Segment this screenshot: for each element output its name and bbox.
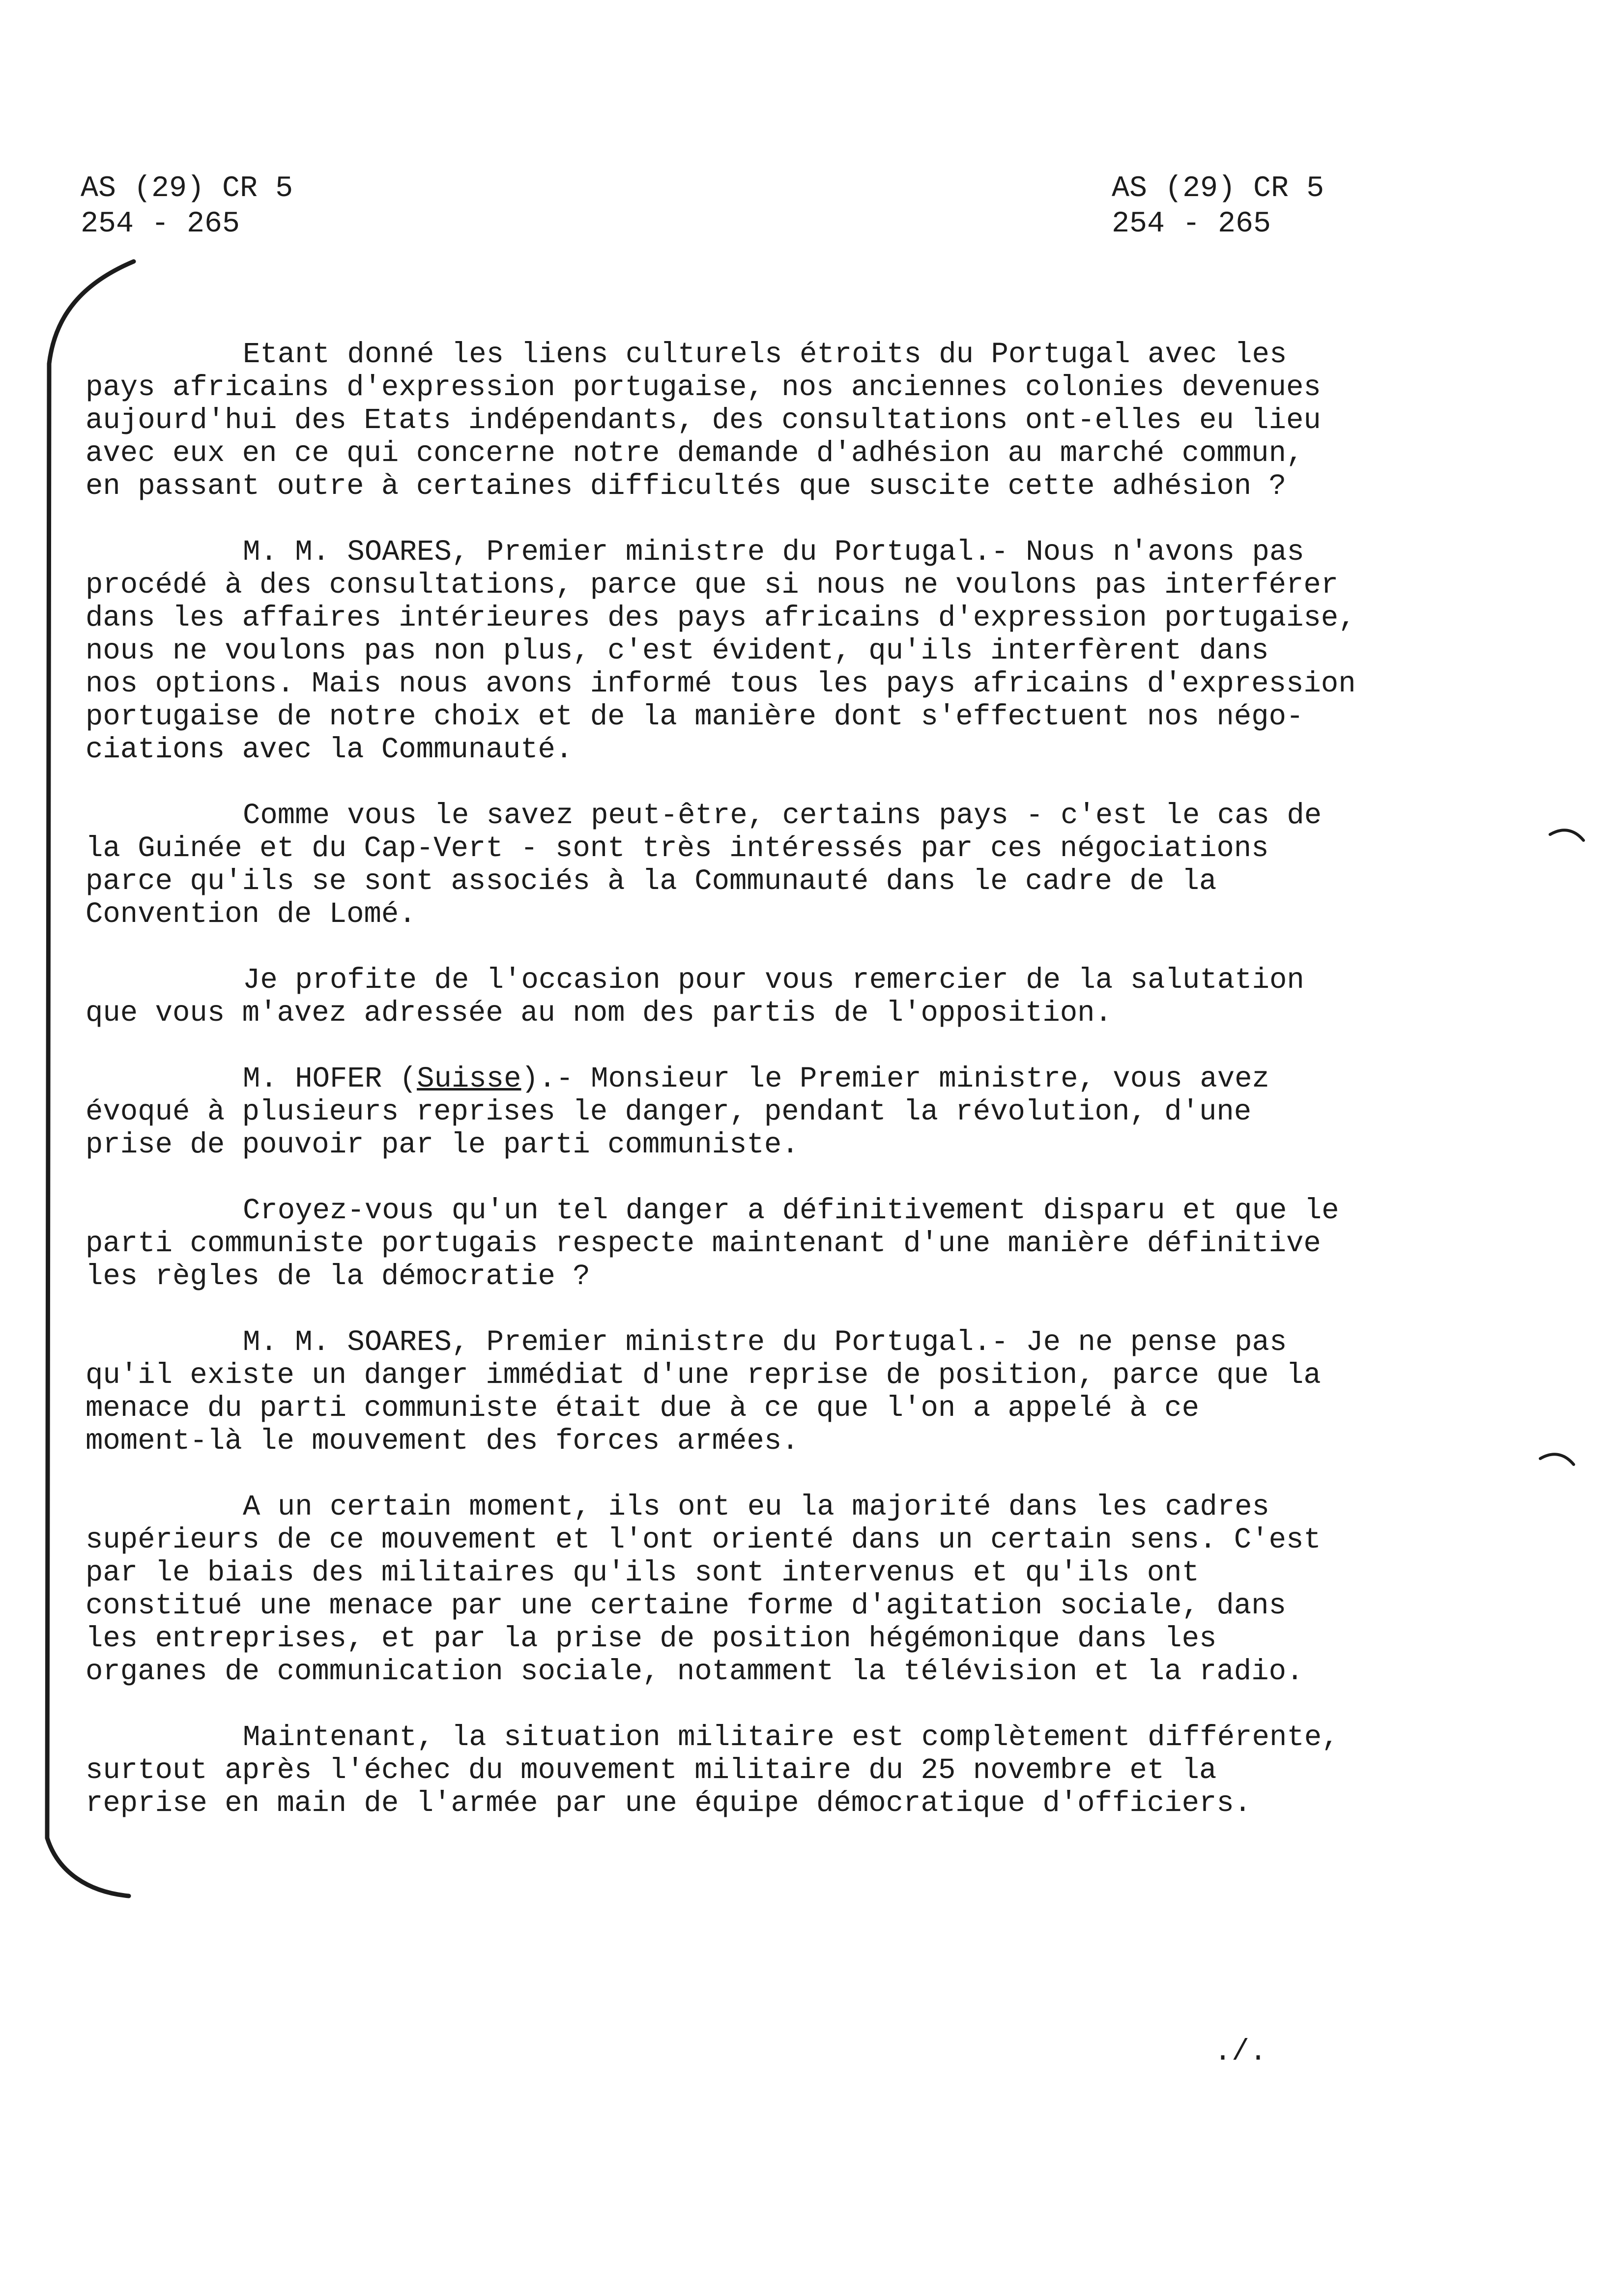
paragraph: M. M. SOARES, Premier ministre du Portugal.- Je ne pense pas qu'il existe un danger immédiat d'une reprise de position, parce que la menace du parti communiste était due à ce que l'on a appelé à ce moment-là le mouvement des forces armées. — [86, 1326, 1321, 1458]
margin-stroke-mark — [1548, 826, 1587, 845]
right-ref-code: AS (29) CR 5 — [1112, 172, 1324, 205]
margin-stroke-mark — [1538, 1450, 1578, 1469]
right-ref-pages: 254 - 265 — [1112, 207, 1271, 241]
paragraph: A un certain moment, ils ont eu la majorité dans les cadres supérieurs de ce mouvement et l'ont orienté dans un certain sens. C'est par le biais des militaires qu'ils sont intervenus et qu'ils ont constitué une menace par une certaine forme d'agitation sociale, dans les entreprises, et par la prise de position hégémonique dans les organes de communication sociale, notamment la télévision et la radio. — [86, 1491, 1321, 1688]
paragraph — [86, 1062, 1535, 1161]
paragraph: Etant donné les liens culturels étroits du Portugal avec les pays africains d'expression portugaise, nos anciennes colonies devenues aujourd'hui des Etats indépendants, des consultations ont-elles eu lieu avec eux en ce qui concerne notre demande d'adhésion au marché commun, en passant outre à certaines difficultés que suscite cette adhésion ? — [86, 338, 1321, 503]
paragraph: Je profite de l'occasion pour vous remercier de la salutation que vous m'avez adressée au nom des partis de l'opposition. — [86, 964, 1304, 1030]
paragraph: Comme vous le savez peut-être, certains pays - c'est le cas de la Guinée et du Cap-Vert - sont très intéressés par ces négociations parce qu'ils se sont associés à la Communauté dans le cadre de la Convention de Lomé. — [86, 799, 1322, 931]
document-body — [86, 338, 1535, 1820]
speaker-name: M. HOFER ( — [243, 1062, 417, 1095]
paragraph: Croyez-vous qu'un tel danger a définitivement disparu et que le parti communiste portugais respecte maintenant d'une manière définitive les règles de la démocratie ? — [86, 1194, 1339, 1293]
header-reference-left — [81, 171, 293, 242]
header-reference-right — [1112, 171, 1324, 242]
paragraph-text: ).- Monsieur le Premier ministre, vous avez évoqué à plusieurs reprises le danger, pendant la révolution, d'une prise de pouvoir par le parti communiste. — [86, 1062, 1269, 1161]
left-ref-pages: 254 - 265 — [81, 207, 240, 241]
paragraph: Maintenant, la situation militaire est complètement différente, surtout après l'échec du mouvement militaire du 25 novembre et la reprise en main de l'armée par une équipe démocratique d'officiers. — [86, 1721, 1339, 1820]
paragraph: M. M. SOARES, Premier ministre du Portugal.- Nous n'avons pas procédé à des consultations, parce que si nous ne voulons pas interférer dans les affaires intérieures des pays africains d'expression portugaise, nous ne voulons pas non plus, c'est évident, qu'ils interfèrent dans nos options. Mais nous avons informé tous les pays africains d'expression portugaise de notre choix et de la manière dont s'effectuent nos négo- ciations avec la Communauté. — [86, 536, 1356, 766]
continuation-mark: ./. — [1214, 2036, 1267, 2069]
left-ref-code: AS (29) CR 5 — [81, 172, 293, 205]
speaker-country: Suisse — [417, 1062, 521, 1095]
